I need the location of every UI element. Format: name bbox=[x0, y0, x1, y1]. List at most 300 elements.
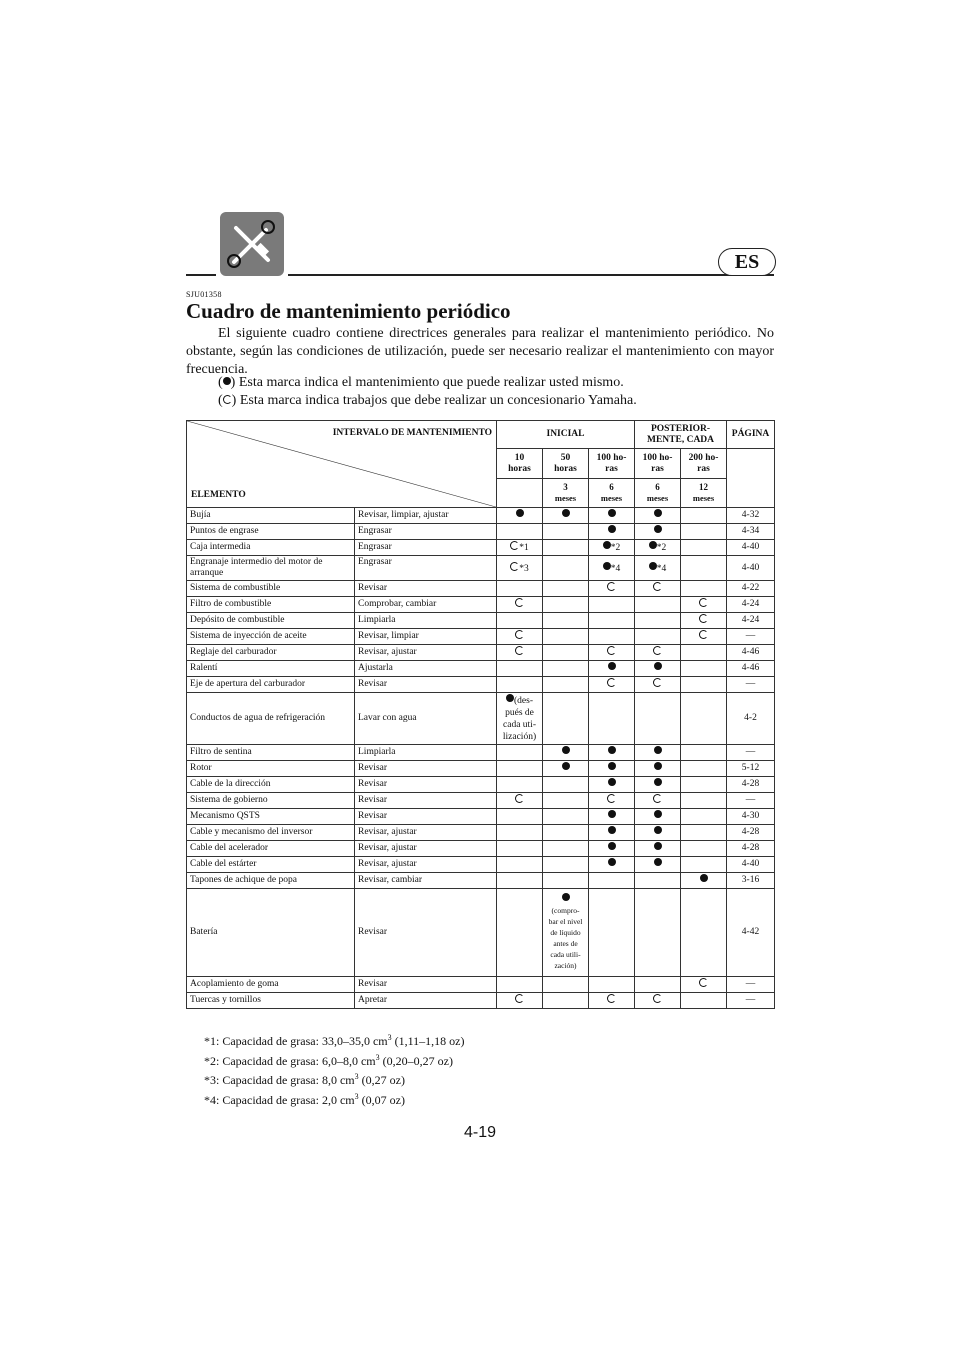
filled-dot-icon bbox=[654, 826, 662, 834]
interval-cell bbox=[589, 777, 635, 793]
interval-cell bbox=[543, 873, 589, 889]
filled-dot-icon bbox=[608, 778, 616, 786]
open-circle-icon bbox=[510, 562, 519, 571]
interval-cell bbox=[589, 645, 635, 661]
row-page: 4-28 bbox=[727, 777, 775, 793]
interval-cell bbox=[543, 540, 589, 556]
open-circle-icon bbox=[653, 678, 662, 687]
interval-cell bbox=[543, 693, 589, 745]
legend-dealer: ( ) Esta marca indica trabajos que debe realizar un concesionario Yamaha. bbox=[218, 393, 637, 408]
footnote: *3: Capacidad de grasa: 8,0 $cm^3$ (0,27 oz) bbox=[204, 1072, 405, 1087]
row-item: Depósito de combustible bbox=[187, 613, 355, 629]
interval-cell bbox=[635, 857, 681, 873]
interval-cell: *4 bbox=[589, 556, 635, 581]
row-item: Sistema de inyección de aceite bbox=[187, 629, 355, 645]
interval-cell bbox=[497, 857, 543, 873]
interval-months-0 bbox=[497, 479, 543, 508]
interval-cell bbox=[497, 581, 543, 597]
interval-cell bbox=[589, 677, 635, 693]
interval-cell bbox=[589, 873, 635, 889]
filled-dot-icon bbox=[506, 694, 514, 702]
row-page: — bbox=[727, 977, 775, 993]
interval-cell bbox=[543, 629, 589, 645]
row-action: Revisar bbox=[355, 809, 497, 825]
interval-cell bbox=[635, 873, 681, 889]
row-page: 4-34 bbox=[727, 524, 775, 540]
filled-dot-icon bbox=[608, 858, 616, 866]
interval-cell bbox=[681, 825, 727, 841]
row-item: Cable y mecanismo del inversor bbox=[187, 825, 355, 841]
interval-cell bbox=[497, 777, 543, 793]
row-page: 4-40 bbox=[727, 556, 775, 581]
row-item: Engranaje intermedio del motor de arranque bbox=[187, 556, 355, 581]
interval-cell: *4 bbox=[635, 556, 681, 581]
interval-cell bbox=[497, 661, 543, 677]
interval-cell bbox=[543, 661, 589, 677]
filled-dot-icon bbox=[654, 778, 662, 786]
interval-cell bbox=[681, 993, 727, 1009]
table-row bbox=[187, 597, 775, 613]
filled-dot-icon bbox=[649, 541, 657, 549]
filled-dot-icon bbox=[603, 541, 611, 549]
interval-cell bbox=[543, 825, 589, 841]
interval-cell bbox=[635, 597, 681, 613]
interval-cell bbox=[543, 761, 589, 777]
row-action: Revisar, ajustar bbox=[355, 825, 497, 841]
row-action: Revisar bbox=[355, 889, 497, 977]
row-page: 4-28 bbox=[727, 841, 775, 857]
language-badge: ES bbox=[718, 248, 776, 276]
interval-cell bbox=[635, 613, 681, 629]
interval-cell bbox=[635, 993, 681, 1009]
section-code: SJU01358 bbox=[186, 290, 222, 299]
interval-cell bbox=[681, 661, 727, 677]
interval-cell bbox=[589, 841, 635, 857]
filled-dot-icon bbox=[562, 746, 570, 754]
open-circle-icon bbox=[699, 614, 708, 623]
table-row bbox=[187, 809, 775, 825]
row-action: Revisar, ajustar bbox=[355, 841, 497, 857]
interval-cell bbox=[543, 809, 589, 825]
row-action: Revisar, ajustar bbox=[355, 645, 497, 661]
row-item: Eje de apertura del carburador bbox=[187, 677, 355, 693]
header-diagonal-cell bbox=[187, 421, 497, 508]
open-circle-icon bbox=[515, 794, 524, 803]
interval-cell bbox=[497, 761, 543, 777]
interval-cell bbox=[681, 613, 727, 629]
row-page: — bbox=[727, 993, 775, 1009]
table-row bbox=[187, 540, 775, 556]
interval-cell bbox=[681, 761, 727, 777]
open-circle-icon bbox=[607, 794, 616, 803]
filled-dot-icon bbox=[654, 762, 662, 770]
header-initial: INICIAL bbox=[497, 421, 635, 449]
interval-cell bbox=[635, 777, 681, 793]
open-circle-icon bbox=[515, 994, 524, 1003]
interval-cell bbox=[681, 977, 727, 993]
interval-cell bbox=[635, 508, 681, 524]
open-circle-icon bbox=[515, 630, 524, 639]
interval-cell bbox=[635, 825, 681, 841]
table-row bbox=[187, 629, 775, 645]
table-row bbox=[187, 873, 775, 889]
filled-dot-icon bbox=[608, 525, 616, 533]
row-action: Comprobar, cambiar bbox=[355, 597, 497, 613]
interval-cell bbox=[635, 524, 681, 540]
open-circle-icon bbox=[510, 541, 519, 550]
row-action: Engrasar bbox=[355, 556, 497, 581]
interval-cell bbox=[681, 841, 727, 857]
row-action: Engrasar bbox=[355, 540, 497, 556]
row-item: Ralentí bbox=[187, 661, 355, 677]
interval-cell bbox=[497, 977, 543, 993]
row-page: 4-28 bbox=[727, 825, 775, 841]
filled-dot-icon bbox=[700, 874, 708, 882]
row-action: Revisar bbox=[355, 761, 497, 777]
row-item: Tapones de achique de popa bbox=[187, 873, 355, 889]
header-interval: INTERVALO DE MANTENIMIENTO bbox=[332, 428, 492, 438]
interval-cell bbox=[497, 993, 543, 1009]
interval-cell bbox=[681, 889, 727, 977]
section-title: Cuadro de mantenimiento periódico bbox=[186, 299, 511, 323]
interval-cell bbox=[681, 597, 727, 613]
maintenance-table bbox=[186, 420, 775, 1009]
row-action: Revisar, ajustar bbox=[355, 857, 497, 873]
interval-cell: *2 bbox=[635, 540, 681, 556]
interval-cell bbox=[681, 677, 727, 693]
row-item: Rotor bbox=[187, 761, 355, 777]
filled-dot-icon bbox=[654, 746, 662, 754]
table-row bbox=[187, 889, 775, 977]
open-circle-icon bbox=[653, 794, 662, 803]
filled-dot-icon bbox=[654, 525, 662, 533]
footnote: *4: Capacidad de grasa: 2,0 $cm^3$ (0,07 oz) bbox=[204, 1091, 405, 1107]
row-page: 5-12 bbox=[727, 761, 775, 777]
row-item: Cable de la dirección bbox=[187, 777, 355, 793]
table-row bbox=[187, 556, 775, 581]
row-action: Revisar, limpiar, ajustar bbox=[355, 508, 497, 524]
interval-cell bbox=[635, 841, 681, 857]
interval-cell bbox=[543, 777, 589, 793]
filled-dot-icon bbox=[562, 762, 570, 770]
row-action: Revisar bbox=[355, 977, 497, 993]
row-action: Apretar bbox=[355, 993, 497, 1009]
table-row bbox=[187, 841, 775, 857]
row-item: Acoplamiento de goma bbox=[187, 977, 355, 993]
filled-dot-icon bbox=[608, 746, 616, 754]
row-action: Revisar bbox=[355, 777, 497, 793]
interval-cell bbox=[681, 793, 727, 809]
interval-hours-0: 10 horas bbox=[497, 449, 543, 479]
interval-cell bbox=[635, 693, 681, 745]
table-row bbox=[187, 613, 775, 629]
interval-cell bbox=[635, 661, 681, 677]
interval-cell bbox=[589, 693, 635, 745]
row-item: Sistema de gobierno bbox=[187, 793, 355, 809]
filled-dot-icon bbox=[562, 509, 570, 517]
interval-cell: (compro- bar el nivel de líquido antes de cada utili- zación) bbox=[543, 889, 589, 977]
row-page: — bbox=[727, 793, 775, 809]
interval-cell bbox=[543, 793, 589, 809]
row-page: 4-2 bbox=[727, 693, 775, 745]
interval-cell bbox=[635, 645, 681, 661]
row-page: 4-46 bbox=[727, 645, 775, 661]
row-action: Revisar bbox=[355, 581, 497, 597]
interval-cell bbox=[497, 645, 543, 661]
row-action: Revisar bbox=[355, 677, 497, 693]
interval-cell bbox=[589, 825, 635, 841]
interval-cell bbox=[635, 745, 681, 761]
interval-months-2: 6 meses bbox=[589, 479, 635, 508]
table-row bbox=[187, 777, 775, 793]
row-page: 4-30 bbox=[727, 809, 775, 825]
interval-cell bbox=[681, 508, 727, 524]
interval-cell bbox=[497, 873, 543, 889]
row-item: Reglaje del carburador bbox=[187, 645, 355, 661]
open-circle-icon bbox=[223, 395, 232, 404]
interval-cell bbox=[635, 761, 681, 777]
interval-cell bbox=[497, 508, 543, 524]
interval-cell bbox=[681, 629, 727, 645]
interval-cell bbox=[589, 661, 635, 677]
table-row bbox=[187, 825, 775, 841]
interval-cell bbox=[543, 745, 589, 761]
table-row bbox=[187, 761, 775, 777]
interval-cell bbox=[589, 524, 635, 540]
open-circle-icon bbox=[653, 994, 662, 1003]
interval-cell bbox=[543, 677, 589, 693]
row-item: Cable del estárter bbox=[187, 857, 355, 873]
interval-cell bbox=[681, 809, 727, 825]
open-circle-icon bbox=[653, 646, 662, 655]
row-item: Tuercas y tornillos bbox=[187, 993, 355, 1009]
row-page: 4-32 bbox=[727, 508, 775, 524]
row-item: Filtro de sentina bbox=[187, 745, 355, 761]
header-after: POSTERIOR- MENTE, CADA bbox=[635, 421, 727, 449]
table-row bbox=[187, 993, 775, 1009]
interval-months-3: 6 meses bbox=[635, 479, 681, 508]
header-page-blank bbox=[727, 449, 775, 508]
interval-cell bbox=[589, 597, 635, 613]
row-item: Sistema de combustible bbox=[187, 581, 355, 597]
row-action: Lavar con agua bbox=[355, 693, 497, 745]
interval-cell bbox=[589, 793, 635, 809]
table-row bbox=[187, 677, 775, 693]
interval-cell bbox=[589, 613, 635, 629]
interval-cell bbox=[543, 613, 589, 629]
filled-dot-icon bbox=[608, 810, 616, 818]
interval-cell bbox=[589, 809, 635, 825]
row-action: Limpiarla bbox=[355, 745, 497, 761]
open-circle-icon bbox=[607, 994, 616, 1003]
interval-cell bbox=[497, 629, 543, 645]
interval-cell: *1 bbox=[497, 540, 543, 556]
table-row bbox=[187, 645, 775, 661]
interval-cell bbox=[635, 889, 681, 977]
interval-hours-3: 100 ho- ras bbox=[635, 449, 681, 479]
table-row bbox=[187, 524, 775, 540]
intro-paragraph: El siguiente cuadro contiene directrices generales para realizar el mantenimiento periódico. No obstante, según las condiciones de utilización, puede ser necesario realizar el mantenimiento con mayor frecuencia. bbox=[186, 326, 774, 377]
row-page: 3-16 bbox=[727, 873, 775, 889]
interval-cell bbox=[635, 677, 681, 693]
interval-cell bbox=[543, 841, 589, 857]
row-action: Revisar, cambiar bbox=[355, 873, 497, 889]
row-item: Caja intermedia bbox=[187, 540, 355, 556]
row-action: Ajustarla bbox=[355, 661, 497, 677]
filled-dot-icon bbox=[654, 858, 662, 866]
interval-cell bbox=[497, 809, 543, 825]
interval-cell bbox=[589, 993, 635, 1009]
interval-cell bbox=[681, 556, 727, 581]
page-number: 4-19 bbox=[463, 1124, 497, 1141]
interval-cell bbox=[589, 761, 635, 777]
filled-dot-icon bbox=[608, 762, 616, 770]
filled-dot-icon bbox=[654, 810, 662, 818]
footnote: *2: Capacidad de grasa: 6,0–8,0 $cm^3$ (0,20–0,27 oz) bbox=[204, 1052, 453, 1068]
interval-cell bbox=[543, 581, 589, 597]
row-page: 4-42 bbox=[727, 889, 775, 977]
legend-self: ( ) Esta marca indica el mantenimiento que puede realizar usted mismo. bbox=[218, 375, 624, 390]
open-circle-icon bbox=[699, 598, 708, 607]
interval-cell bbox=[543, 597, 589, 613]
interval-cell bbox=[543, 977, 589, 993]
interval-cell bbox=[681, 540, 727, 556]
row-action: Limpiarla bbox=[355, 613, 497, 629]
row-page: 4-40 bbox=[727, 857, 775, 873]
interval-cell bbox=[543, 508, 589, 524]
filled-dot-icon bbox=[654, 662, 662, 670]
interval-cell bbox=[497, 889, 543, 977]
interval-cell bbox=[635, 629, 681, 645]
table-row bbox=[187, 793, 775, 809]
interval-cell bbox=[681, 581, 727, 597]
interval-cell bbox=[681, 777, 727, 793]
interval-cell bbox=[497, 524, 543, 540]
interval-cell bbox=[681, 857, 727, 873]
row-action: Revisar, limpiar bbox=[355, 629, 497, 645]
row-action: Engrasar bbox=[355, 524, 497, 540]
open-circle-icon bbox=[607, 646, 616, 655]
interval-cell bbox=[543, 556, 589, 581]
interval-cell bbox=[681, 645, 727, 661]
filled-dot-icon bbox=[654, 509, 662, 517]
interval-cell bbox=[497, 597, 543, 613]
filled-dot-icon bbox=[654, 842, 662, 850]
interval-cell: *2 bbox=[589, 540, 635, 556]
interval-cell bbox=[681, 745, 727, 761]
interval-cell bbox=[543, 857, 589, 873]
interval-cell bbox=[497, 745, 543, 761]
row-page: 4-40 bbox=[727, 540, 775, 556]
open-circle-icon bbox=[607, 678, 616, 687]
table-row bbox=[187, 661, 775, 677]
interval-cell: (des- pués de cada uti- lización) bbox=[497, 693, 543, 745]
header-element: ELEMENTO bbox=[191, 490, 246, 500]
header-page: PÁGINA bbox=[727, 421, 775, 449]
open-circle-icon bbox=[607, 582, 616, 591]
open-circle-icon bbox=[699, 630, 708, 639]
row-item: Conductos de agua de refrigeración bbox=[187, 693, 355, 745]
interval-cell: *3 bbox=[497, 556, 543, 581]
row-item: Bujía bbox=[187, 508, 355, 524]
row-action: Revisar bbox=[355, 793, 497, 809]
interval-cell bbox=[589, 629, 635, 645]
interval-cell bbox=[589, 977, 635, 993]
row-page: 4-24 bbox=[727, 613, 775, 629]
table-row bbox=[187, 693, 775, 745]
filled-dot-icon bbox=[562, 893, 570, 901]
row-item: Cable del acelerador bbox=[187, 841, 355, 857]
interval-months-4: 12 meses bbox=[681, 479, 727, 508]
interval-cell bbox=[681, 873, 727, 889]
interval-cell bbox=[497, 613, 543, 629]
table-row bbox=[187, 857, 775, 873]
open-circle-icon bbox=[515, 646, 524, 655]
footnote: *1: Capacidad de grasa: 33,0–35,0 $cm^3$ (1,11–1,18 oz) bbox=[204, 1033, 465, 1048]
interval-hours-2: 100 ho- ras bbox=[589, 449, 635, 479]
table-row bbox=[187, 508, 775, 524]
interval-cell bbox=[589, 581, 635, 597]
tools-icon bbox=[220, 212, 284, 276]
interval-hours-4: 200 ho- ras bbox=[681, 449, 727, 479]
row-page: 4-24 bbox=[727, 597, 775, 613]
open-circle-icon bbox=[653, 582, 662, 591]
interval-cell bbox=[635, 793, 681, 809]
interval-cell bbox=[497, 793, 543, 809]
interval-hours-1: 50 horas bbox=[543, 449, 589, 479]
filled-dot-icon bbox=[649, 562, 657, 570]
open-circle-icon bbox=[699, 978, 708, 987]
row-item: Batería bbox=[187, 889, 355, 977]
footnotes bbox=[204, 1030, 465, 1108]
interval-cell bbox=[543, 645, 589, 661]
interval-cell bbox=[497, 677, 543, 693]
filled-dot-icon bbox=[603, 562, 611, 570]
filled-dot-icon bbox=[608, 826, 616, 834]
interval-cell bbox=[543, 524, 589, 540]
interval-cell bbox=[635, 809, 681, 825]
interval-cell bbox=[635, 581, 681, 597]
interval-cell bbox=[589, 745, 635, 761]
interval-cell bbox=[589, 508, 635, 524]
interval-cell bbox=[635, 977, 681, 993]
interval-cell bbox=[589, 857, 635, 873]
table-row bbox=[187, 977, 775, 993]
interval-cell bbox=[497, 841, 543, 857]
interval-cell bbox=[681, 524, 727, 540]
row-page: — bbox=[727, 629, 775, 645]
row-item: Puntos de engrase bbox=[187, 524, 355, 540]
filled-dot-icon bbox=[608, 509, 616, 517]
row-page: — bbox=[727, 677, 775, 693]
interval-cell bbox=[543, 993, 589, 1009]
header-rule-right bbox=[288, 274, 774, 276]
row-page: — bbox=[727, 745, 775, 761]
row-page: 4-22 bbox=[727, 581, 775, 597]
interval-cell bbox=[497, 825, 543, 841]
filled-dot-icon bbox=[223, 377, 231, 385]
interval-cell bbox=[589, 889, 635, 977]
header-rule-left bbox=[186, 274, 216, 276]
row-item: Mecanismo QSTS bbox=[187, 809, 355, 825]
table-row bbox=[187, 745, 775, 761]
open-circle-icon bbox=[515, 598, 524, 607]
filled-dot-icon bbox=[608, 662, 616, 670]
row-page: 4-46 bbox=[727, 661, 775, 677]
table-row bbox=[187, 581, 775, 597]
filled-dot-icon bbox=[516, 509, 524, 517]
interval-months-1: 3 meses bbox=[543, 479, 589, 508]
